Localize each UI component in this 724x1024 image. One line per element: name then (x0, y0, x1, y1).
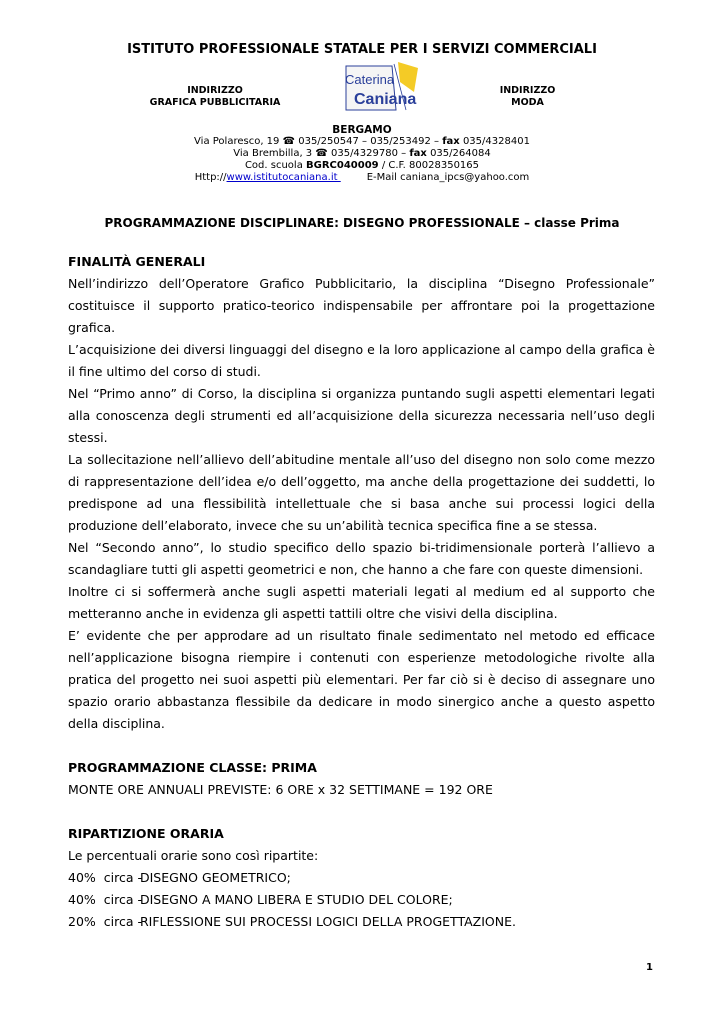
section-heading-ripartizione: RIPARTIZIONE ORARIA (68, 826, 224, 841)
monte-ore: MONTE ORE ANNUALI PREVISTE: 6 ORE x 32 SETTIMANE = 192 ORE (68, 782, 493, 797)
contact-block (0, 124, 724, 184)
section-heading-finalita: FINALITÀ GENERALI (68, 254, 206, 269)
indirizzo-label: INDIRIZZO (187, 85, 243, 96)
city: BERGAMO (332, 124, 392, 136)
indirizzo-value: GRAFICA PUBBLICITARIA (149, 97, 281, 108)
indirizzo-value: MODA (511, 97, 544, 108)
website-link[interactable]: www.istitutocaniana.it (226, 172, 341, 183)
paragraph: Inoltre ci si soffermerà anche sugli aspetti materiali legati al medium ed al supporto che metteranno anche in evidenza gli aspetti tattili oltre che visivi della disciplina. (68, 584, 655, 621)
item-label: RIFLESSIONE SUI PROCESSI LOGICI DELLA PROGETTAZIONE. (140, 914, 516, 929)
page-number: 1 (646, 962, 653, 973)
web-email-line: Http://www.istitutocaniana.it E-Mail caniana_ipcs@yahoo.com (194, 172, 530, 183)
percentage: 20% circa - (68, 914, 142, 929)
address-line-1: Via Polaresco, 19 ☎ 035/250547 – 035/253492 – fax 035/4328401 (194, 136, 530, 147)
email: E-Mail caniana_ipcs@yahoo.com (366, 172, 530, 183)
indirizzo-moda (480, 85, 575, 109)
address-line-2: Via Brembilla, 3 ☎ 035/4329780 – fax 035/264084 (233, 148, 491, 159)
logo-text-bottom: Caniana (354, 91, 417, 108)
item-label: DISEGNO A MANO LIBERA E STUDIO DEL COLORE; (140, 892, 453, 907)
paragraph: Nel “Secondo anno”, lo studio specifico dello spazio bi-tridimensionale porterà l’allievo a scandagliare tutti gli aspetti geometrici e non, che hanno a che fare con queste dimensioni. (68, 540, 655, 577)
percentage: 40% circa - (68, 892, 142, 907)
list-item (68, 889, 655, 911)
school-code-line: Cod. scuola BGRC040009 / C.F. 80028350165 (244, 160, 480, 171)
school-logo (340, 62, 422, 114)
paragraph: Nell’indirizzo dell’Operatore Grafico Pubblicitario, la disciplina “Disegno Professionale” costituisce il supporto pratico-teorico indispensabile per affrontare poi la progettazione grafica. (68, 276, 655, 335)
ripartizione-intro: Le percentuali orarie sono così ripartite: (68, 848, 319, 863)
percentage: 40% circa - (68, 870, 142, 885)
indirizzo-grafica (140, 85, 290, 109)
list-item (68, 867, 655, 889)
logo-text-top: Caterina (345, 72, 395, 87)
school-title: ISTITUTO PROFESSIONALE STATALE PER I SERVIZI COMMERCIALI (127, 42, 597, 57)
paragraph: Nel “Primo anno” di Corso, la disciplina si organizza puntando sugli aspetti elementari legati alla conoscenza degli strumenti ed all’acquisizione della sicurezza necessaria nell’uso degli stessi. (68, 386, 655, 445)
paragraph: E’ evidente che per approdare ad un risultato finale sedimentato nel metodo ed efficace nell’applicazione bisogna riempire i contenuti con esperienze metodologiche rivolte alla pratica del progetto nei suoi aspetti più elementari. Per far ciò si è deciso di assegnare uno spazio orario abbastanza flessibile da dedicare in modo sinergico anche a questo aspetto della disciplina. (68, 628, 655, 731)
paragraph: La sollecitazione nell’allievo dell’abitudine mentale all’uso del disegno non solo come mezzo di rappresentazione dell’idea e/o dell’oggetto, ma anche della progettazione dei suddetti, lo predispone ad una flessibilità intellettuale che si basa anche sui processi logici della produzione dell’elaborato, invece che su un’abilità tecnica specifica fine a se stessa. (68, 452, 655, 533)
section-heading-programmazione: PROGRAMMAZIONE CLASSE: PRIMA (68, 760, 317, 775)
item-label: DISEGNO GEOMETRICO; (140, 870, 291, 885)
document-title: PROGRAMMAZIONE DISCIPLINARE: DISEGNO PROFESSIONALE – classe Prima (104, 216, 620, 230)
list-item (68, 911, 655, 933)
indirizzo-label: INDIRIZZO (499, 85, 556, 96)
document-body (68, 251, 655, 933)
paragraph: L’acquisizione dei diversi linguaggi del disegno e la loro applicazione al campo della grafica è il fine ultimo del corso di studi. (68, 342, 655, 379)
